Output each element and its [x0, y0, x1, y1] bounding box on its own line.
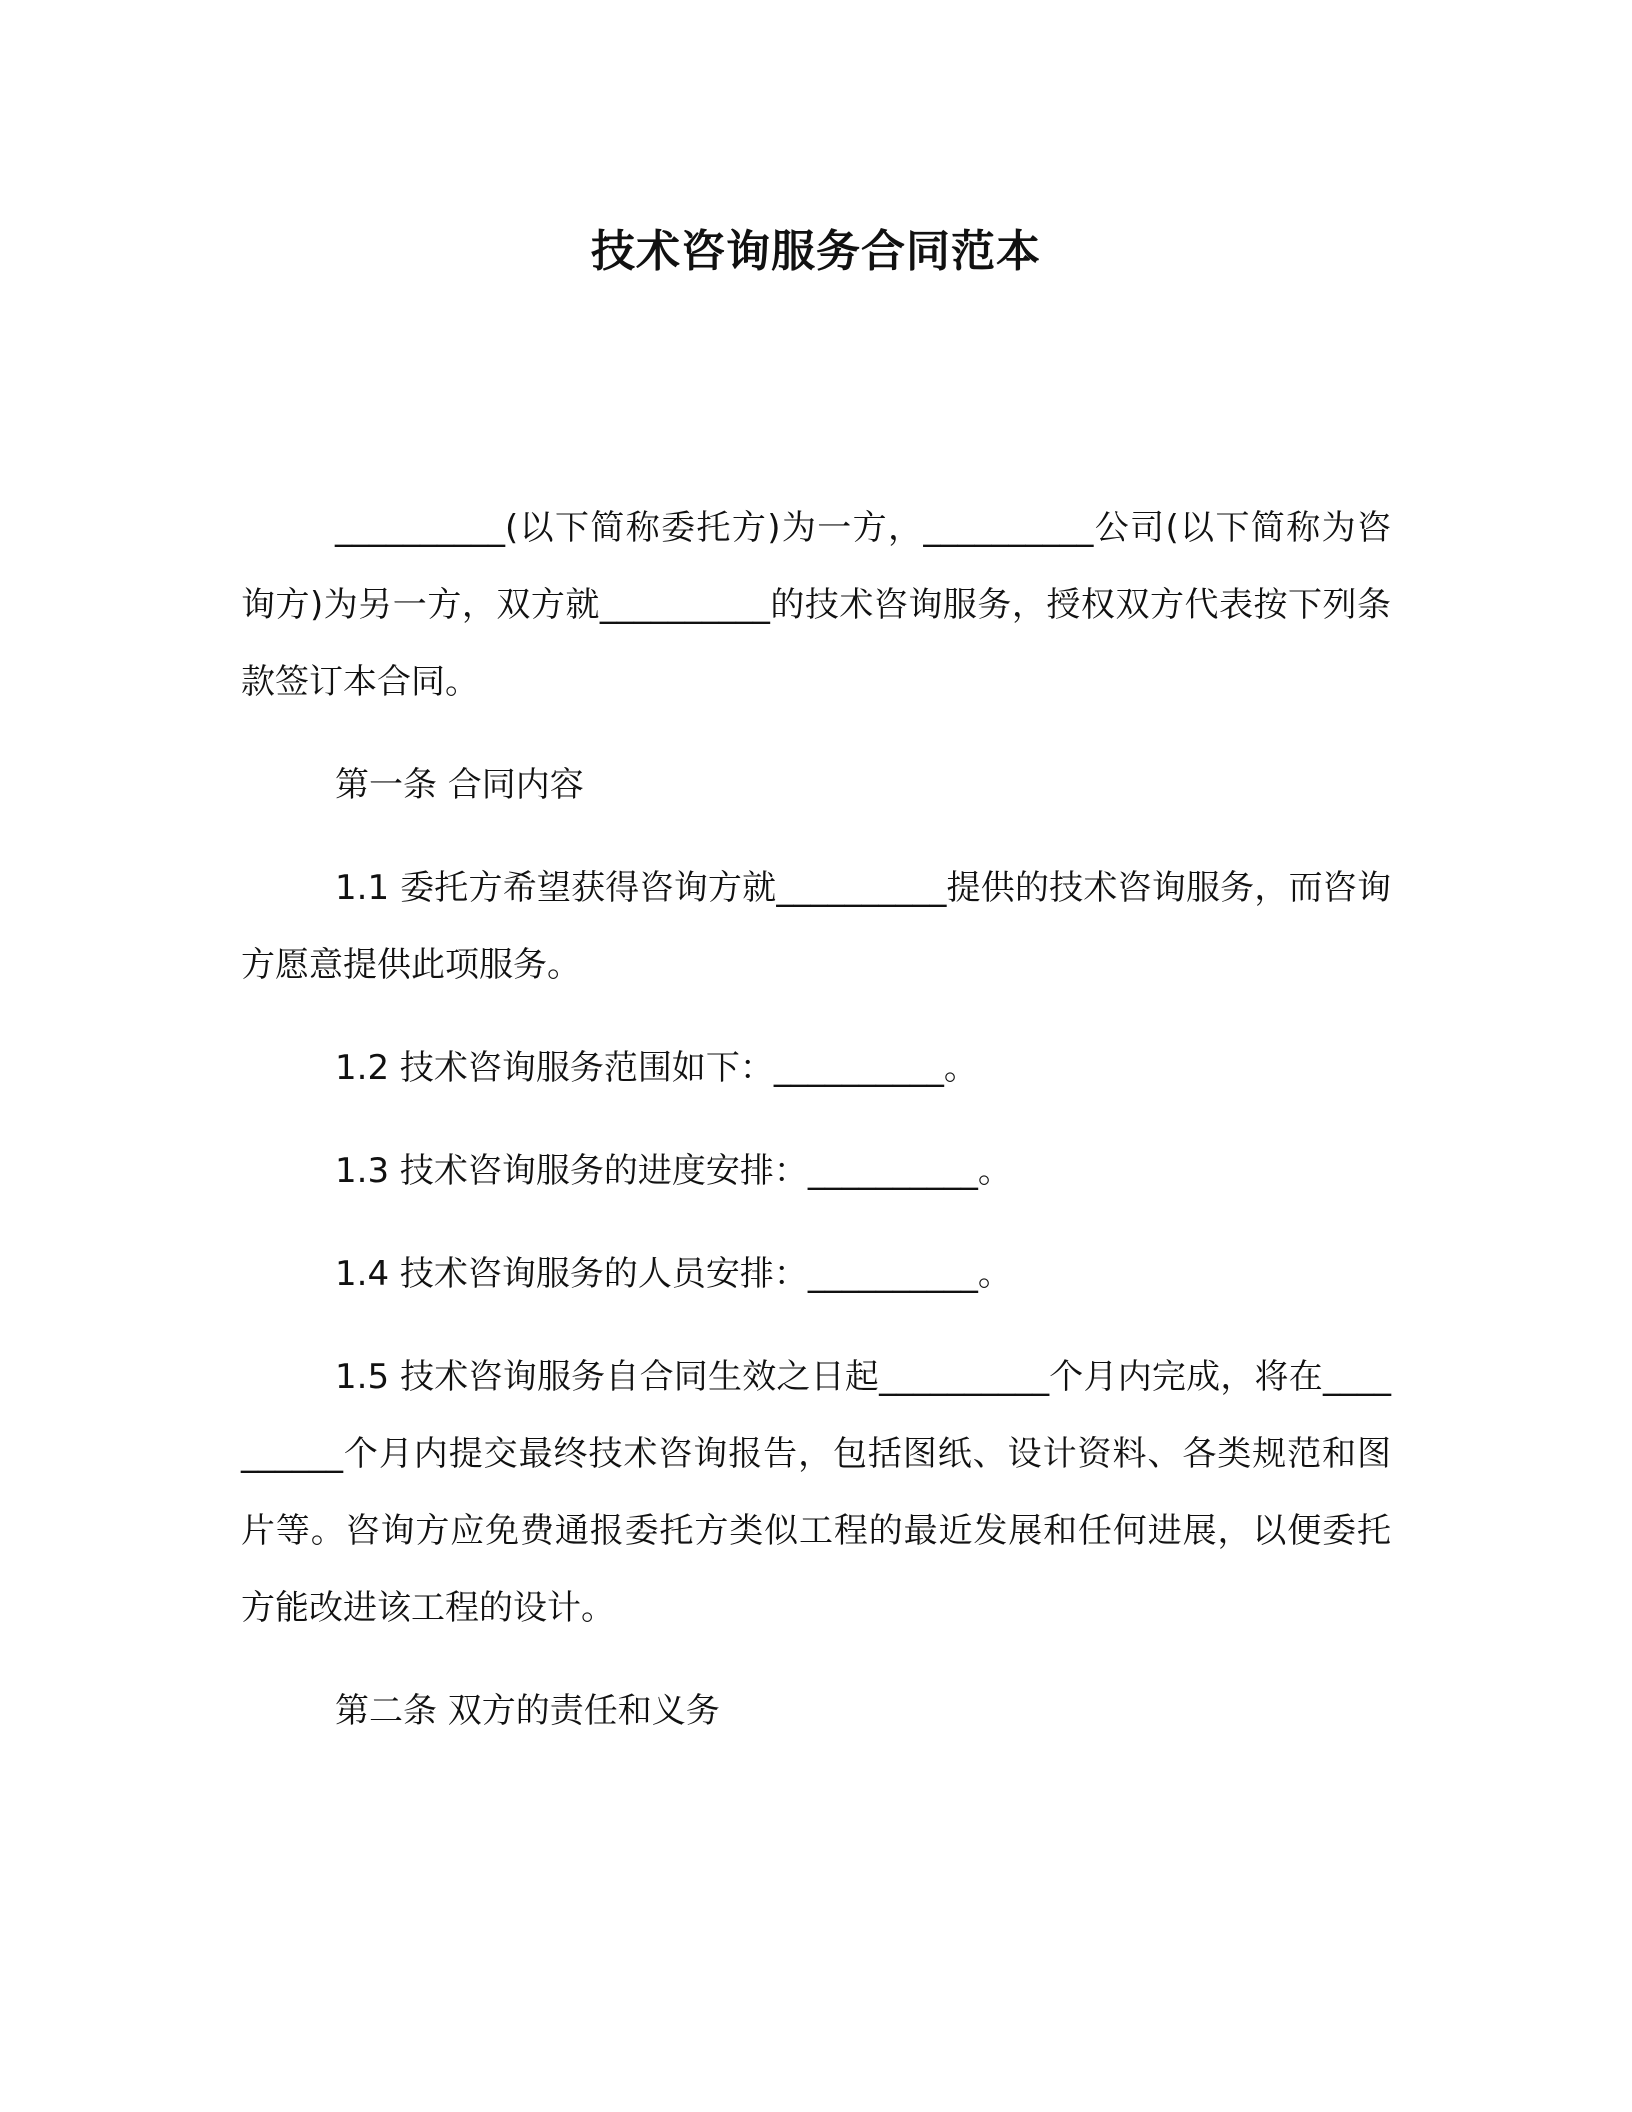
intro-paragraph: __________(以下简称委托方)为一方，__________公司(以下简称为咨询方)为另一方，双方就__________的技术咨询服务，授权双方代表按下列条款签订本合同。: [241, 508, 1391, 702]
article-1-heading: 第一条 合同内容: [335, 765, 584, 805]
clause-1-4: 1.4 技术咨询服务的人员安排：__________。: [335, 1254, 1012, 1294]
document-body: [241, 490, 1391, 1776]
clause-1-2: 1.2 技术咨询服务范围如下：__________。: [335, 1048, 978, 1088]
clause-1-1: 1.1 委托方希望获得咨询方就__________提供的技术咨询服务，而咨询方愿意提供此项服务。: [241, 868, 1391, 985]
article-2-heading: 第二条 双方的责任和义务: [335, 1691, 720, 1731]
clause-1-5: 1.5 技术咨询服务自合同生效之日起__________个月内完成，将在__________个月内提交最终技术咨询报告，包括图纸、设计资料、各类规范和图片等。咨询方应免费通报委托方类似工程的最近发展和任何进展，以便委托方能改进该工程的设计。: [241, 1357, 1391, 1628]
clause-1-3: 1.3 技术咨询服务的进度安排：__________。: [335, 1151, 1012, 1191]
document-title: 技术咨询服务合同范本: [591, 226, 1041, 277]
